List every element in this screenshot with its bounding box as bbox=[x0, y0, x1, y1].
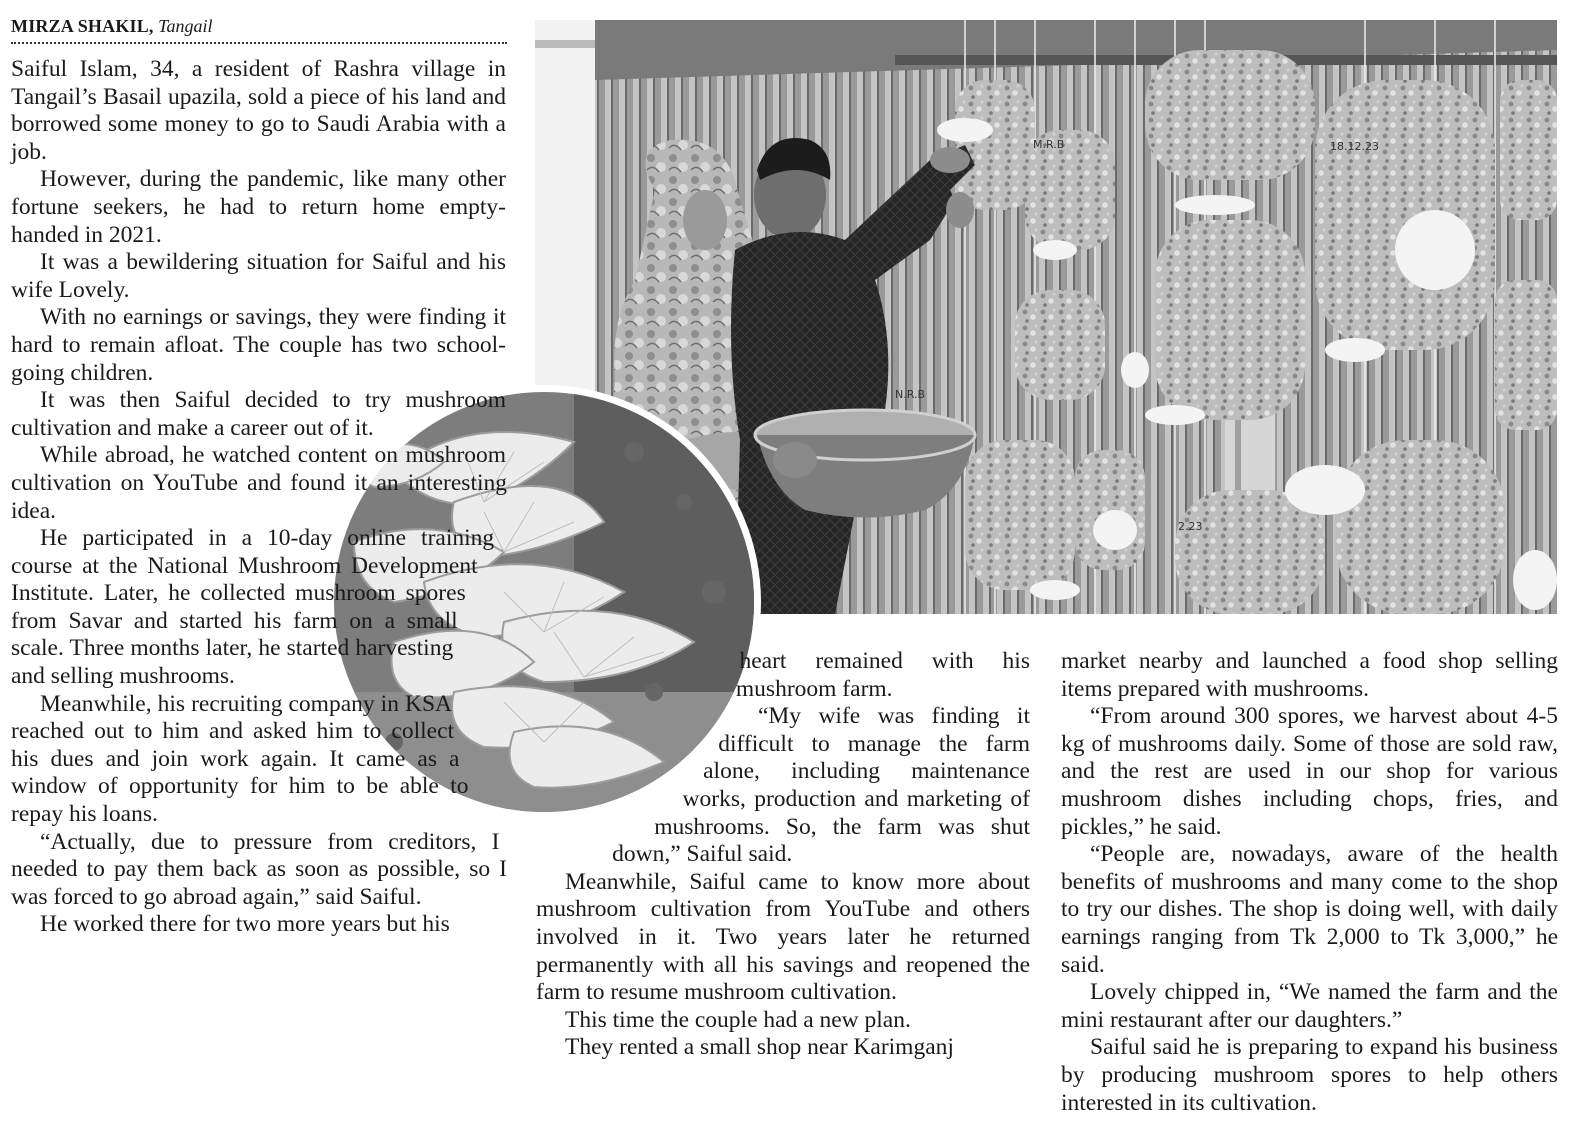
article-paragraph: Lovely chipped in, “We named the farm and the mini restaurant after our daughters.” bbox=[1061, 979, 1558, 1033]
author-name: MIRZA SHAKIL, bbox=[11, 16, 154, 36]
article-paragraph: He participated in a 10-day online training course at the National Mushroom Development Institute. Later, he collected mushroom spores from Savar and started his farm on a small scale. Three months later, he started harvesting and selling mushrooms. bbox=[11, 525, 495, 690]
article-paragraph: Meanwhile, his recruiting company in KSA reached out to him and asked him to collect his dues and join work again. It came as a window of opportunity for him to be able to repay his loans. bbox=[11, 690, 469, 828]
article-paragraph: With no earnings or savings, they were finding it hard to remain afloat. The couple has two school-going children. bbox=[11, 304, 506, 386]
byline bbox=[11, 14, 507, 39]
article-column-3 bbox=[1061, 648, 1558, 1138]
article-paragraph: Saiful Islam, 34, a resident of Rashra village in Tangail’s Basail upazila, sold a piece of his land and borrowed some money to go to Saudi Arabia with a job. bbox=[11, 56, 506, 165]
article-paragraph: “My wife was finding it difficult to manage the farm alone, including maintenance works, production and marketing of mushrooms. So, the farm was shut down,” Saiful said. bbox=[612, 703, 1030, 868]
bag-label: 18.12.23 bbox=[1330, 140, 1379, 153]
article-paragraph: While abroad, he watched content on mushroom cultivation on YouTube and found it an interesting idea. bbox=[11, 442, 507, 524]
byline-divider bbox=[11, 42, 507, 44]
article-paragraph: “Actually, due to pressure from creditors, I needed to pay them back as soon as possible, so I was forced to go abroad again,” said Saiful. bbox=[11, 828, 507, 910]
article-paragraph: “People are, nowadays, aware of the health benefits of mushrooms and many come to the shop to try our dishes. The shop is doing well, with daily earnings ranging from Tk 2,000 to Tk 3,000,” he said. bbox=[1061, 841, 1558, 978]
article-paragraph: He worked there for two more years but his bbox=[40, 911, 450, 938]
article-paragraph: heart remained with his mushroom farm. bbox=[735, 648, 1030, 702]
article-paragraph: “From around 300 spores, we harvest about 4-5 kg of mushrooms daily. Some of those are sold raw, and the rest are used in our shop for various mushroom dishes including chops, fries, and pickles,” he said. bbox=[1061, 703, 1558, 840]
article-paragraph: This time the couple had a new plan. bbox=[565, 1006, 911, 1033]
article-paragraph: However, during the pandemic, like many other fortune seekers, he had to return home empty-handed in 2021. bbox=[11, 166, 506, 248]
dateline-location: Tangail bbox=[158, 16, 213, 36]
article-paragraph: They rented a small shop near Karimganj bbox=[565, 1034, 954, 1061]
bag-label: M.R.B bbox=[1033, 138, 1065, 151]
bag-label: N.R.B bbox=[895, 388, 926, 401]
article-column-1 bbox=[11, 14, 507, 1138]
article-paragraph: Saiful said he is preparing to expand his business by producing mushroom spores to help others interested in its cultivation. bbox=[1061, 1034, 1558, 1116]
article-column-2 bbox=[536, 648, 1030, 1138]
article-paragraph: It was then Saiful decided to try mushroom cultivation and make a career out of it. bbox=[11, 387, 506, 441]
article-paragraph: Meanwhile, Saiful came to know more about mushroom cultivation from YouTube and others involved in it. Two years later he returned permanently with all his savings and reopened the farm to resume mushroom cultivation. bbox=[536, 868, 1030, 1006]
article-paragraph: It was a bewildering situation for Saiful and his wife Lovely. bbox=[11, 249, 506, 303]
bag-label: 2.23 bbox=[1178, 520, 1203, 533]
layout-spacer bbox=[506, 56, 507, 443]
article-paragraph: market nearby and launched a food shop selling items prepared with mushrooms. bbox=[1061, 648, 1558, 702]
